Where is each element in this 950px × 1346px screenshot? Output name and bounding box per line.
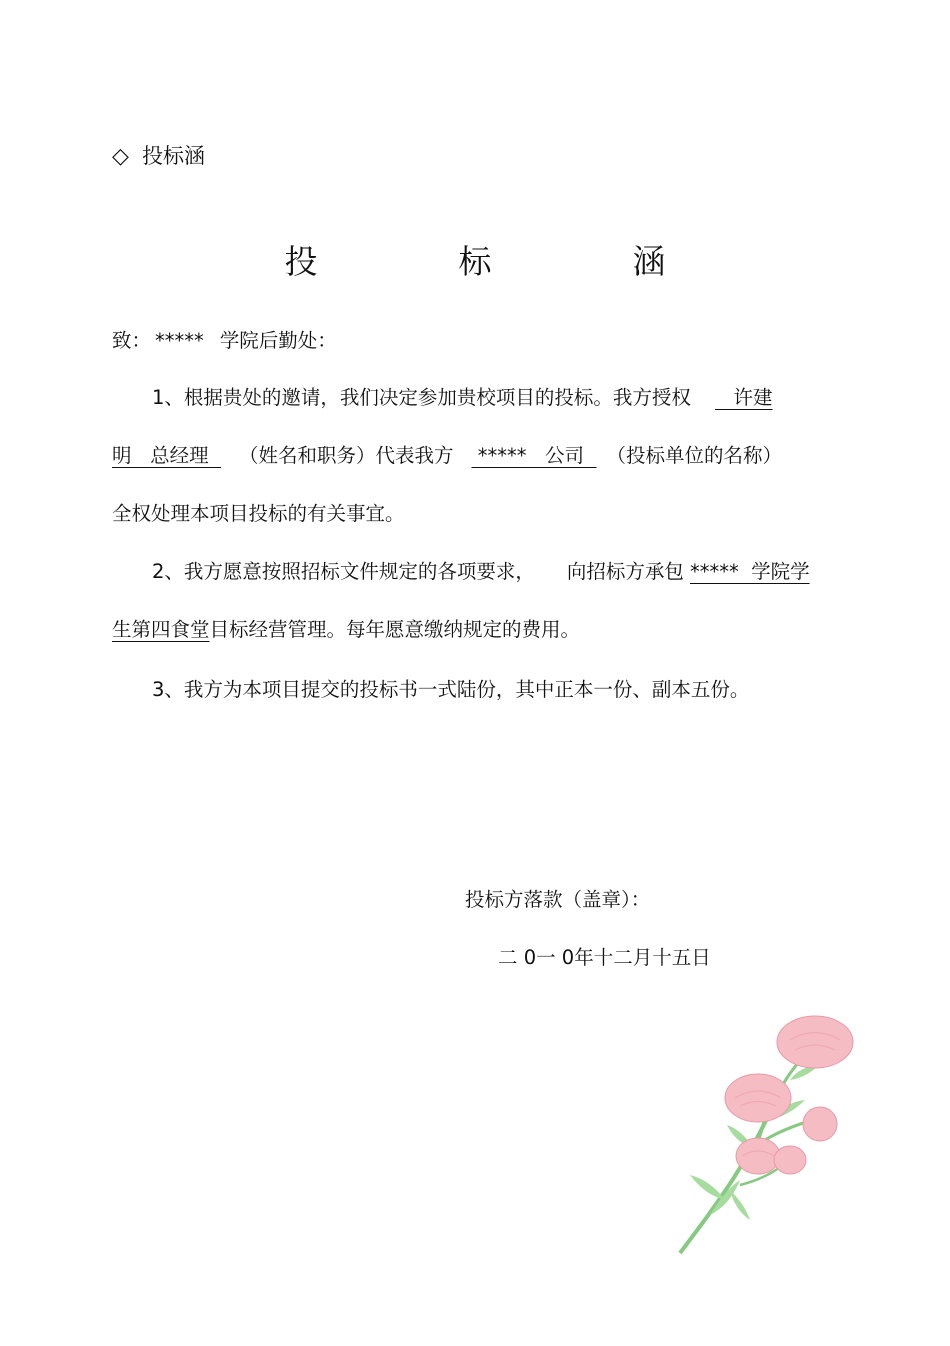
authorized-person-name: 许建 — [714, 386, 773, 409]
paragraph-1-line-2: 明 总经理 （姓名和职务）代表我方 ***** 公司 （投标单位的名称） — [112, 444, 782, 467]
paragraph-2-line-2: 生第四食堂目标经营管理。每年愿意缴纳规定的费用。 — [112, 618, 581, 641]
paragraph-2-line-1: 2、我方愿意按照招标文件规定的各项要求， 向招标方承包 ***** 学院学 — [152, 560, 810, 583]
bidder-company: ***** 公司 — [471, 444, 597, 467]
signature-line: 投标方落款（盖章）： — [465, 888, 651, 911]
carnation-flower-illustration — [670, 1010, 860, 1260]
contract-object-cont: 生第四食堂 — [112, 618, 210, 641]
authorized-person-title: 明 总经理 — [112, 444, 221, 467]
salutation: 致： ***** 学院后勤处： — [112, 329, 337, 352]
paragraph-1-line-3: 全权处理本项目投标的有关事宜。 — [112, 502, 405, 525]
section-heading-text: 投标涵 — [142, 144, 205, 168]
paragraph-3: 3、我方为本项目提交的投标书一式陆份，其中正本一份、副本五份。 — [152, 678, 750, 701]
section-heading — [112, 140, 205, 170]
paragraph-1-line-1: 1、根据贵处的邀请，我们决定参加贵校项目的投标。我方授权 许建 — [152, 386, 773, 409]
diamond-outline-icon: ◇ — [112, 144, 129, 169]
document-title: 投 标 涵 — [284, 242, 720, 281]
contract-object: ***** 学院学 — [689, 560, 810, 583]
date-line: 二 0一 0年十二月十五日 — [498, 946, 711, 969]
